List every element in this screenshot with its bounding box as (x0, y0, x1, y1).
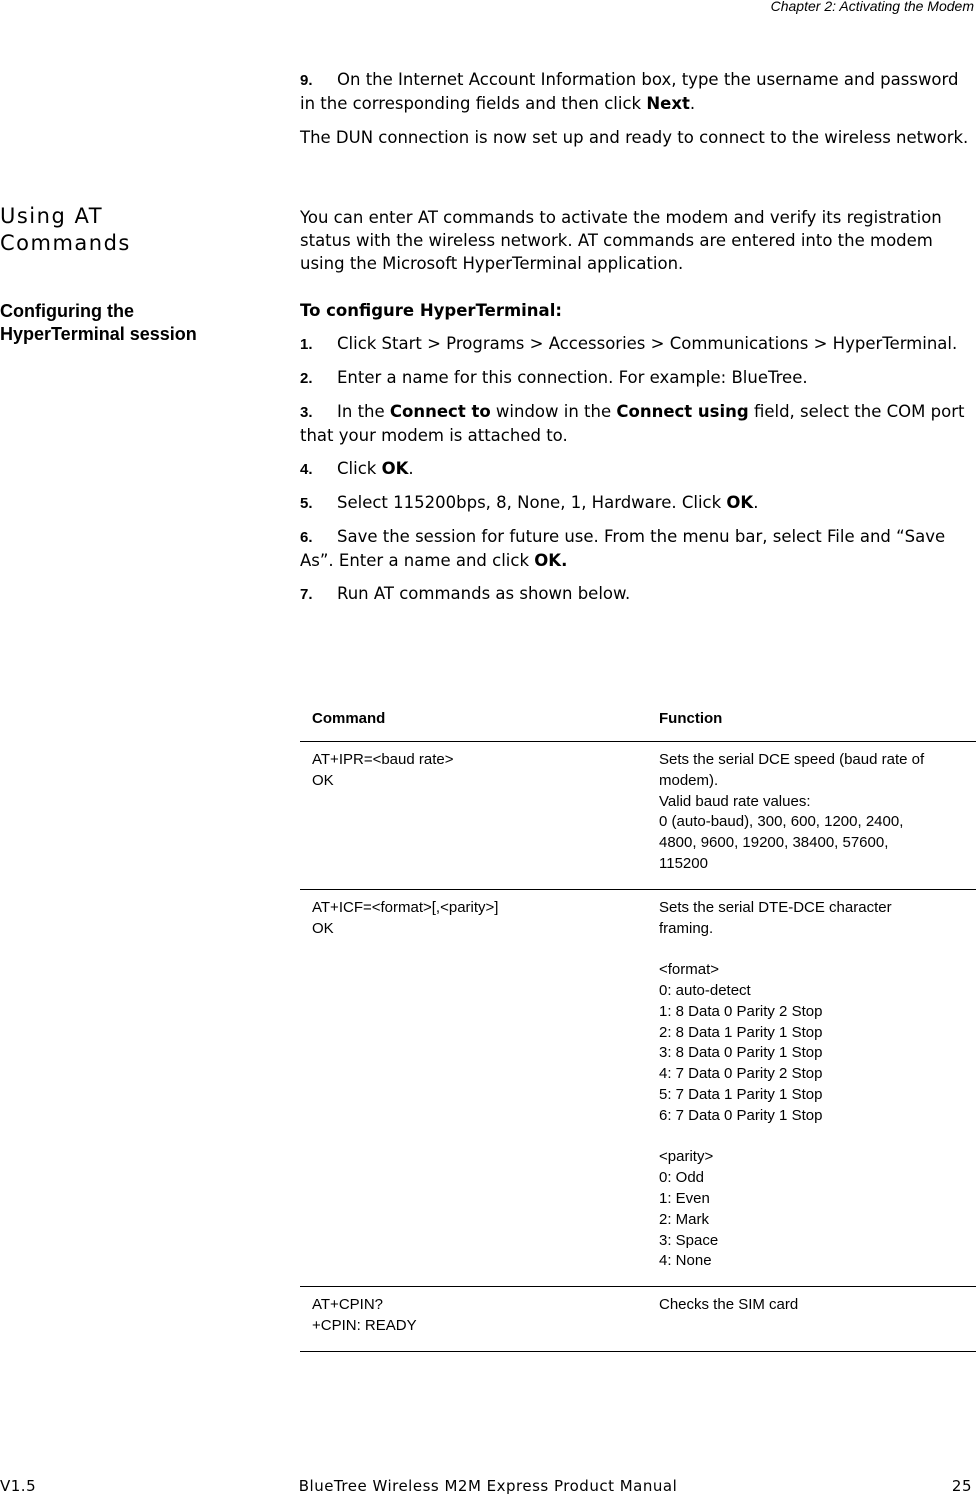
function-line: 1: 8 Data 0 Parity 2 Stop (659, 1002, 823, 1020)
step-number: 2. (300, 370, 313, 387)
step-number: 1. (300, 336, 313, 353)
table-row (300, 889, 976, 1286)
function-line: Checks the SIM card (659, 1296, 799, 1314)
function-cell (647, 1287, 976, 1352)
dun-paragraph: The DUN connection is now set up and ready to connect to the wireless network. (300, 128, 969, 147)
function-line: framing. (659, 919, 714, 937)
command-cell (300, 1287, 647, 1352)
function-line: 3: 8 Data 0 Parity 1 Stop (659, 1044, 823, 1062)
command-table (300, 700, 976, 1352)
footer-version: V1.5 (0, 1477, 37, 1495)
function-line: Sets the serial DCE speed (baud rate of (659, 751, 925, 768)
function-cell (647, 742, 976, 890)
function-line: 0: auto-detect (659, 981, 751, 999)
function-line: 5: 7 Data 1 Parity 1 Stop (659, 1085, 823, 1103)
function-line: 4: None (659, 1252, 712, 1270)
section-title: Using AT Commands (0, 204, 131, 255)
step-bold-text: OK. (534, 551, 568, 570)
function-line: 1: Even (659, 1189, 710, 1207)
table-row (300, 742, 976, 890)
command-cell (300, 742, 647, 890)
function-line: 115200 (659, 854, 708, 872)
footer-manual-title: BlueTree Wireless M2M Express Product Manual (298, 1477, 678, 1495)
step-bold: Next (646, 94, 690, 113)
step-9 (300, 68, 976, 115)
step-end: . (689, 94, 696, 113)
step-text: field, select the COM port that your modem is attached to. (300, 402, 965, 445)
step-text: Save the session for future use. From the menu bar, select File and “Save As”. Enter a name and click (300, 527, 946, 570)
function-line: 4800, 9600, 19200, 38400, 57600, (659, 834, 889, 852)
command-line: OK (312, 919, 334, 937)
function-line: <parity> (659, 1148, 714, 1166)
step-number: 5. (300, 495, 313, 512)
footer-page-number: 25 (951, 1477, 972, 1495)
step-bold-text: Connect using (616, 402, 749, 421)
column-header-function: Function (647, 700, 976, 742)
config-title: Configuring the HyperTerminal session (0, 301, 197, 344)
step-bold-text: OK (726, 493, 754, 512)
function-line: 2: Mark (659, 1210, 710, 1228)
step-number: 9. (300, 72, 313, 89)
command-line: OK (312, 771, 334, 789)
config-steps (300, 332, 976, 606)
config-step (300, 457, 976, 481)
function-line: 0 (auto-baud), 300, 600, 1200, 2400, (659, 813, 904, 831)
config-step (300, 332, 976, 356)
command-line: AT+IPR=<baud rate> (312, 751, 454, 768)
step-text: Click (337, 459, 382, 478)
step-text: In the (337, 402, 390, 421)
step-text: Enter a name for this connection. For example: BlueTree. (337, 368, 808, 387)
function-line: modem). (659, 771, 719, 789)
step-text: window in the (490, 402, 617, 421)
command-line: AT+CPIN? (312, 1296, 383, 1314)
function-line: 6: 7 Data 0 Parity 1 Stop (659, 1106, 823, 1124)
step-number: 6. (300, 529, 313, 546)
config-step (300, 525, 976, 572)
function-line (659, 1127, 976, 1148)
step-text: . (408, 459, 414, 478)
chapter-header: Chapter 2: Activating the Modem (770, 0, 974, 14)
config-step (300, 491, 976, 515)
function-line: Sets the serial DTE-DCE character (659, 898, 892, 916)
step-text: Select 115200bps, 8, None, 1, Hardware. Click (337, 493, 727, 512)
function-line: <format> (659, 961, 720, 979)
config-step (300, 366, 976, 390)
command-line: AT+ICF=<format>[,<parity>] (312, 898, 499, 916)
column-header-command: Command (300, 700, 647, 742)
step-text: Run AT commands as shown below. (337, 584, 631, 603)
step-bold-text: OK (381, 459, 409, 478)
step-text: On the Internet Account Information box, type the username and password in the corresponding fields and then click (300, 70, 959, 113)
function-line (659, 939, 976, 960)
step-text: Click Start > Programs > Accessories > Communications > HyperTerminal. (337, 334, 958, 353)
table-header-row (300, 700, 976, 742)
function-line: 0: Odd (659, 1169, 705, 1187)
function-line: 2: 8 Data 1 Parity 1 Stop (659, 1023, 823, 1041)
step-number: 3. (300, 404, 313, 421)
command-cell (300, 889, 647, 1286)
section-body: You can enter AT commands to activate the modem and verify its registration status with the wireless network. AT commands are entered into the modem using the Microsoft HyperTerminal application. (300, 208, 942, 273)
function-line: Valid baud rate values: (659, 792, 811, 810)
step-number: 7. (300, 586, 313, 603)
command-line: +CPIN: READY (312, 1316, 417, 1334)
table-row (300, 1287, 976, 1352)
step-number: 4. (300, 461, 313, 478)
function-cell (647, 889, 976, 1286)
config-step (300, 582, 976, 606)
step-bold-text: Connect to (389, 402, 491, 421)
step-text: . (753, 493, 759, 512)
function-line: 4: 7 Data 0 Parity 2 Stop (659, 1065, 823, 1083)
table-body (300, 742, 976, 1352)
config-step (300, 400, 976, 447)
config-lead: To configure HyperTerminal: (300, 301, 562, 320)
function-line: 3: Space (659, 1231, 719, 1249)
